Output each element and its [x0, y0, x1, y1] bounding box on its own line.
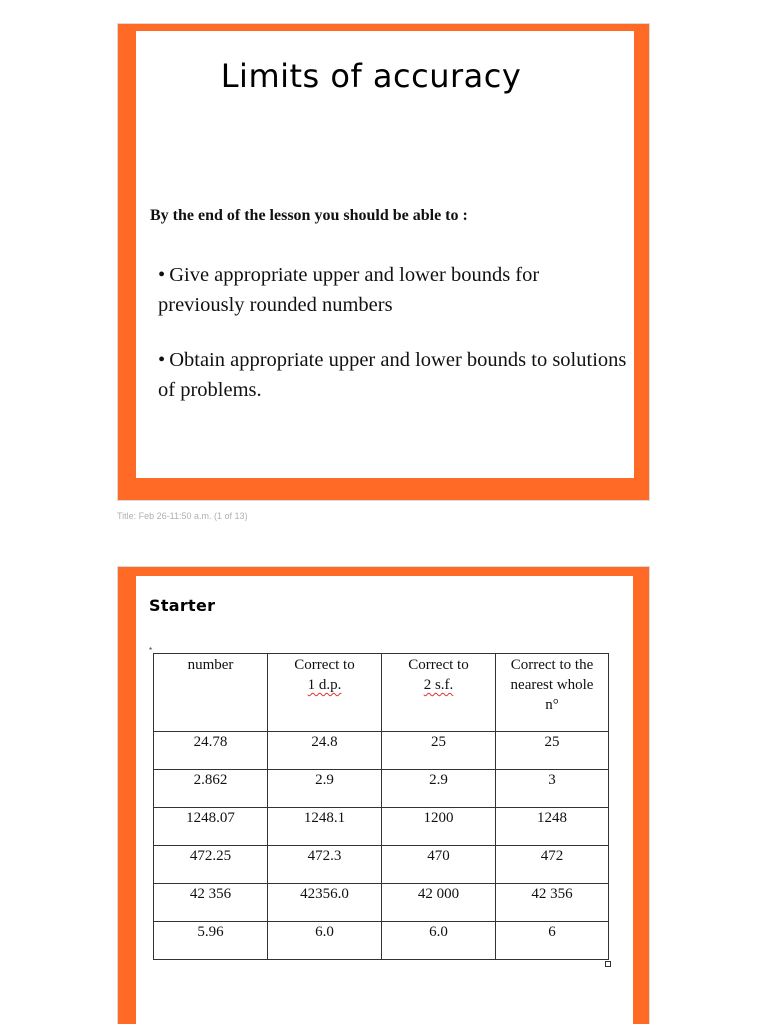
table-cell: 6 [496, 922, 609, 960]
table-cell: 42 356 [496, 884, 609, 922]
slide-title: Starter [149, 596, 216, 615]
table-cell: 1248 [496, 808, 609, 846]
header-label: n° [545, 697, 559, 713]
table-row [154, 884, 609, 922]
slide-caption: Title: Feb 26-11:50 a.m. (1 of 13) [117, 511, 248, 521]
header-2sf [382, 654, 496, 732]
header-label [270, 675, 379, 695]
table-cell: 1248.07 [154, 808, 268, 846]
table-cell: 42 356 [154, 884, 268, 922]
header-whole [496, 654, 609, 732]
table-row [154, 770, 609, 808]
lesson-intro-text: By the end of the lesson you should be able to : [150, 207, 468, 224]
header-label: nearest whole [510, 677, 594, 693]
table-cell: 1200 [382, 808, 496, 846]
header-label: Correct to [294, 657, 355, 673]
table-row [154, 732, 609, 770]
table-cell: 6.0 [268, 922, 382, 960]
header-label [384, 675, 493, 695]
table-cell: 472.25 [154, 846, 268, 884]
table-cell: 470 [382, 846, 496, 884]
slide-1-content [136, 31, 634, 478]
header-label: number [187, 657, 234, 673]
table-row [154, 846, 609, 884]
resize-handle-icon[interactable] [605, 961, 611, 967]
header-label: 2 s.f. [423, 677, 454, 693]
header-label: Correct to the [510, 657, 594, 673]
objective-text: Obtain appropriate upper and lower bounds to solutions of problems. [158, 349, 627, 401]
table-cell: 42 000 [382, 884, 496, 922]
table-header-row [154, 654, 609, 732]
table-cell: 24.8 [268, 732, 382, 770]
slide-2-content [136, 576, 633, 1024]
table-cell: 3 [496, 770, 609, 808]
table-cell: 25 [382, 732, 496, 770]
table-cell: 5.96 [154, 922, 268, 960]
objective-bullet-2 [158, 345, 628, 405]
table-cell: 24.78 [154, 732, 268, 770]
bullet-icon: • [158, 264, 166, 286]
header-number [154, 654, 268, 732]
objective-bullet-1 [158, 260, 628, 320]
table-row [154, 922, 609, 960]
table-row [154, 808, 609, 846]
table-cell: 1248.1 [268, 808, 382, 846]
header-label: Correct to [408, 657, 469, 673]
table-cell: 472 [496, 846, 609, 884]
table-cell: 2.9 [268, 770, 382, 808]
table-cell: 2.862 [154, 770, 268, 808]
table-cell: 25 [496, 732, 609, 770]
table-cell: 42356.0 [268, 884, 382, 922]
table-cell: 2.9 [382, 770, 496, 808]
corner-mark: * [149, 646, 153, 655]
slide-title: Limits of accuracy [220, 57, 522, 95]
table-cell: 472.3 [268, 846, 382, 884]
header-label: 1 d.p. [307, 677, 342, 693]
rounding-table[interactable] [153, 653, 609, 960]
objective-text: Give appropriate upper and lower bounds for previously rounded numbers [158, 264, 540, 316]
header-1dp [268, 654, 382, 732]
table-cell: 6.0 [382, 922, 496, 960]
slide-1-frame[interactable] [117, 23, 650, 501]
bullet-icon: • [158, 349, 166, 371]
slide-2-frame[interactable] [117, 566, 650, 1024]
